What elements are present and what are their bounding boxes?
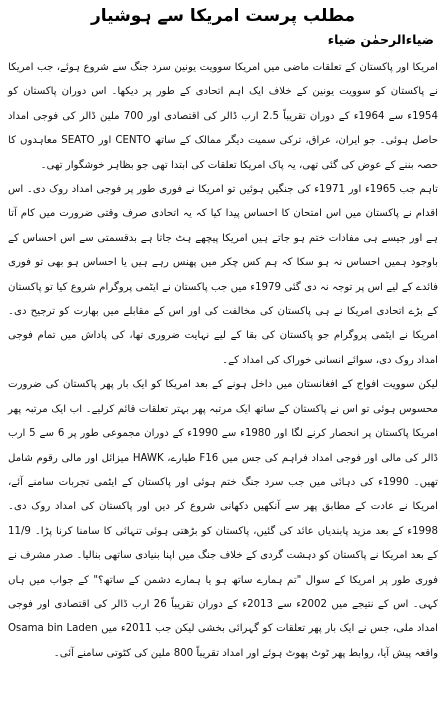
paragraph-1: امریکا اور پاکستان کے تعلقات ماضی میں امریکا سوویت یونین سرد جنگ سے شروع ہوئے، جب امریکا نے پاکستان کو سوویت یونین کے خلاف ایک اہم اتحادی کے طور پر دیکھا۔ اس دوران پاکستان کو 1954ء سے 1964ء کے دوران تقریباً 2.5 ارب ڈالر کی اقتصادی اور 700 ملین ڈالر کی فوجی امداد حاصل ہوئی۔ جو ایران، عراق، ترکی سمیت دیگر ممالک کے ساتھ CENTO اور SEATO معاہدوں کا حصہ بننے کے عوض کی گئی تھی، یہ پاک امریکا تعلقات کی ابتدا تھی جو بظاہر خوشگوار تھی۔: [8, 62, 438, 171]
article-author: ضیاءالرحمٰن ضیاء: [327, 32, 434, 47]
paragraph-3: لیکن سوویت افواج کے افغانستان میں داخل ہونے کے بعد امریکا کو ایک بار پھر پاکستان کی ضرورت محسوس ہوئی تو اس نے پاکستان کے ساتھ ایک مرتبہ پھر بہتر تعلقات قائم کرلیے۔ اب ایک مرتبہ پھر امریکا پاکستان پر انحصار کرنے لگا اور 1980ء سے 1990ء کے دوران مجموعی طور پر 6 سے 5 ارب ڈالر کی مالی اور فوجی امداد فراہم کی جس میں F16 طیارے، HAWK میزائل اور مالی رقوم شامل تھیں۔ 1990ء کی دہائی میں جب سرد جنگ ختم ہوئی اور پاکستان کے ایٹمی تجربات سامنے آئے، امریکا نے عادت کے مطابق پھر سے آنکھیں دکھانی شروع کر دیں اور پاکستان کی امداد روک دی۔ 1998ء کے بعد مزید پابندیاں عائد کی گئیں، پاکستان کو بڑھتی ہوئی تنہائی کا سامنا کرنا پڑا۔ 11/9 کے بعد امریکا نے پاکستان کو دہشت گردی کے خلاف جنگ میں اپنا بنیادی ساتھی بنالیا۔ صدر مشرف نے فوری طور پر امریکا کے سوال "تم ہمارے ساتھ ہو یا ہمارے دشمن کے ساتھ؟" کے جواب میں ہاں کہی۔ اس کے نتیجے میں 2002ء سے 2013ء کے دوران تقریباً 26 ارب ڈالر کی اقتصادی اور فوجی امداد ملی، جس نے ایک بار پھر تعلقات کو گہرائی بخشی لیکن جب 2011ء میں Osama bin Laden واقعہ پیش آیا، روابط پھر ٹوٹ پھوٹ ہوئے اور امداد تقریباً 800 ملین کی کٹوتی سامنے آئی۔: [8, 379, 439, 659]
article-title: مطلب پرست امریکا سے ہوشیار: [90, 6, 356, 26]
paragraph-2: تاہم جب 1965ء اور 1971ء کی جنگیں ہوئیں تو امریکا نے فوری طور پر فوجی امداد روک دی۔ اس اقدام نے پاکستان میں اس امتحان کا احساس پیدا کیا کہ یہ اتحادی صرف وقتی ضرورت میں کام آتا ہے اور جیسے ہی مفادات ختم ہو جاتے ہیں امریکا پیچھے ہٹ جاتا ہے بدقسمتی سے اس احساس کے باوجود ہمیں احساس نہ ہو سکا کہ ہم کس چکر میں پھنس رہے ہیں یا احساس ہو بھی تو فوری فائدے کے لیے اس پر توجہ نہ دی گئی 1979ء میں جب پاکستان نے ایٹمی پروگرام شروع کیا تو پاکستان کے بڑے اتحادی امریکا نے ہی پاکستان کی مخالفت کی اور اس کے مقابلے میں بھارت کو ترجیح دی۔ امریکا نے ایٹمی پروگرام جو پاکستان کی بقا کے لیے نہایت ضروری تھا، کی پاداش میں تمام فوجی امداد روک دی، سوائے انسانی خوراک کی امداد کے۔: [8, 184, 439, 366]
